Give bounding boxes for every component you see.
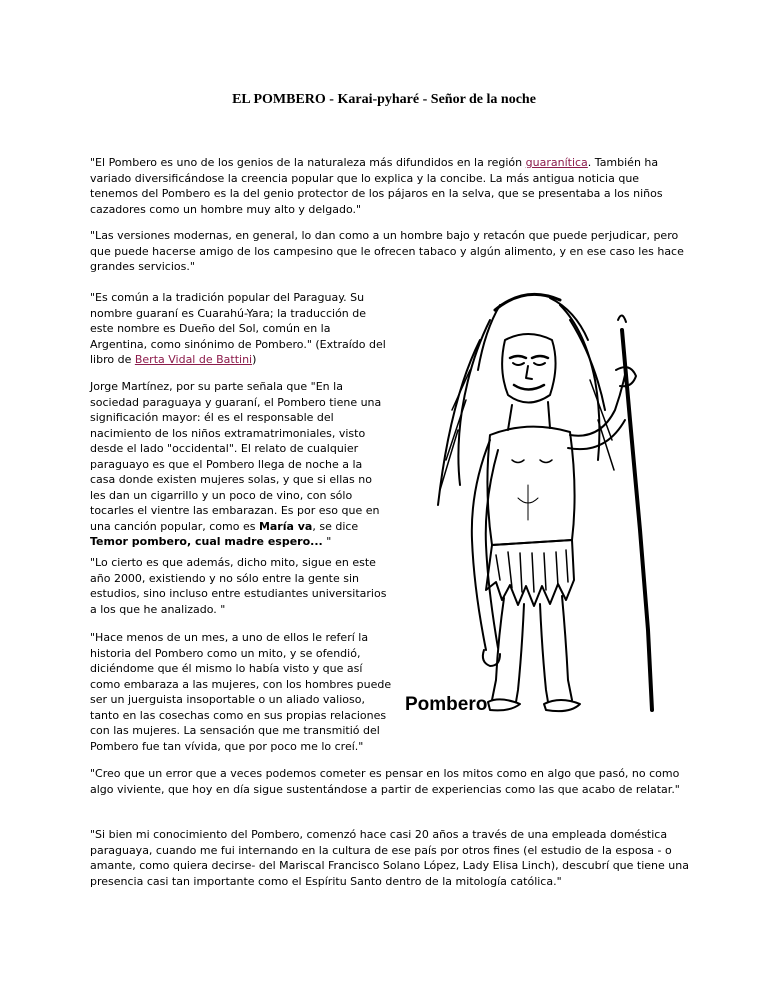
paragraph-4 [90, 379, 390, 550]
pombero-illustration [400, 270, 690, 730]
page-title: EL POMBERO - Karai-pyharé - Señor de la noche [232, 92, 536, 107]
paragraph-1 [90, 155, 690, 217]
paragraph-3 [90, 290, 390, 368]
paragraph-6: "Hace menos de un mes, a uno de ellos le referí la historia del Pombero como un mito, y se ofendió, diciéndome que él mismo lo había visto y que así como embaraza a las mujeres, con los hombres puede ser un juerguista insoportable o un aliado valioso, tanto en las cosechas como en sus propias relaciones con las mujeres. La sensación que me transmitió del Pombero fue tan vívida, que por poco me lo creí." [90, 631, 392, 753]
song-title: María va [258, 519, 313, 533]
song-verse: Temor pombero, cual madre espero... [90, 535, 323, 548]
guaranitica-link[interactable]: guaranítica [525, 156, 588, 169]
figure-caption: Pombero [405, 694, 488, 715]
paragraph-8: "Si bien mi conocimiento del Pombero, comenzó hace casi 20 años a través de una empleada doméstica paraguaya, cuando me fui internando en la cultura de ese país por otros fines (el estudio de la esposa - o amante, como quiera decirse- del Mariscal Francisco Solano López, Lady Elisa Linch), descubrí que tiene una presencia casi tan importante como el Espíritu Santo dentro de la mitología católica." [90, 828, 689, 888]
paragraph-4-text-b: , se dice [312, 519, 359, 533]
paragraph-1-text-a: "El Pombero es uno de los genios de la naturaleza más difundidos en la región [90, 156, 526, 169]
paragraph-3-text-b: ) [252, 353, 257, 366]
paragraph-2: "Las versiones modernas, en general, lo dan como a un hombre bajo y retacón que puede perjudicar, pero que puede hacerse amigo de los campesino que le ofrecen tabaco y algún alimento, y en ese caso les hace grandes servicios." [90, 229, 684, 273]
paragraph-5: "Lo cierto es que además, dicho mito, sigue en este año 2000, existiendo y no sólo entre la gente sin estudios, sino incluso entre estudiantes universitarios a los que he analizado. " [90, 556, 387, 616]
paragraph-3-text-a: "Es común a la tradición popular del Paraguay. Su nombre guaraní es Cuarahú-Yara; la traducción de este nombre es Dueño del Sol, común en la Argentina, como sinónimo de Pombero." (Extraído del libro de [90, 291, 386, 366]
paragraph-4-text-c: " [322, 535, 332, 548]
berta-vidal-link[interactable]: Berta Vidal de Battini [134, 353, 253, 366]
paragraph-7: "Creo que un error que a veces podemos cometer es pensar en los mitos como en algo que pasó, no como algo viviente, que hoy en día sigue sustentándose a partir de experiencias como las que acabo de relatar." [90, 767, 680, 796]
paragraph-1-text-b: . También ha variado diversificándose la creencia popular que lo explica y la concibe. La más antigua noticia que tenemos del Pombero es la del genio protector de los pájaros en la selva, que se presentaba a los niños cazadores como un hombre muy alto y delgado." [90, 156, 663, 216]
paragraph-4-text-a: Jorge Martínez, por su parte señala que "En la sociedad paraguaya y guaraní, el Pombero tiene una significación mayor: él es el responsable del nacimiento de los niños extramatrimoniales, visto desde el lado "occidental". El relato de cualquier paraguayo es que el Pombero llega de noche a la casa donde existen mujeres solas, y que si ellas no les dan un cigarrillo y un poco de vino, con sólo tocarles el vientre las embarazan. Es por eso que en una canción popular, como es [90, 380, 382, 533]
